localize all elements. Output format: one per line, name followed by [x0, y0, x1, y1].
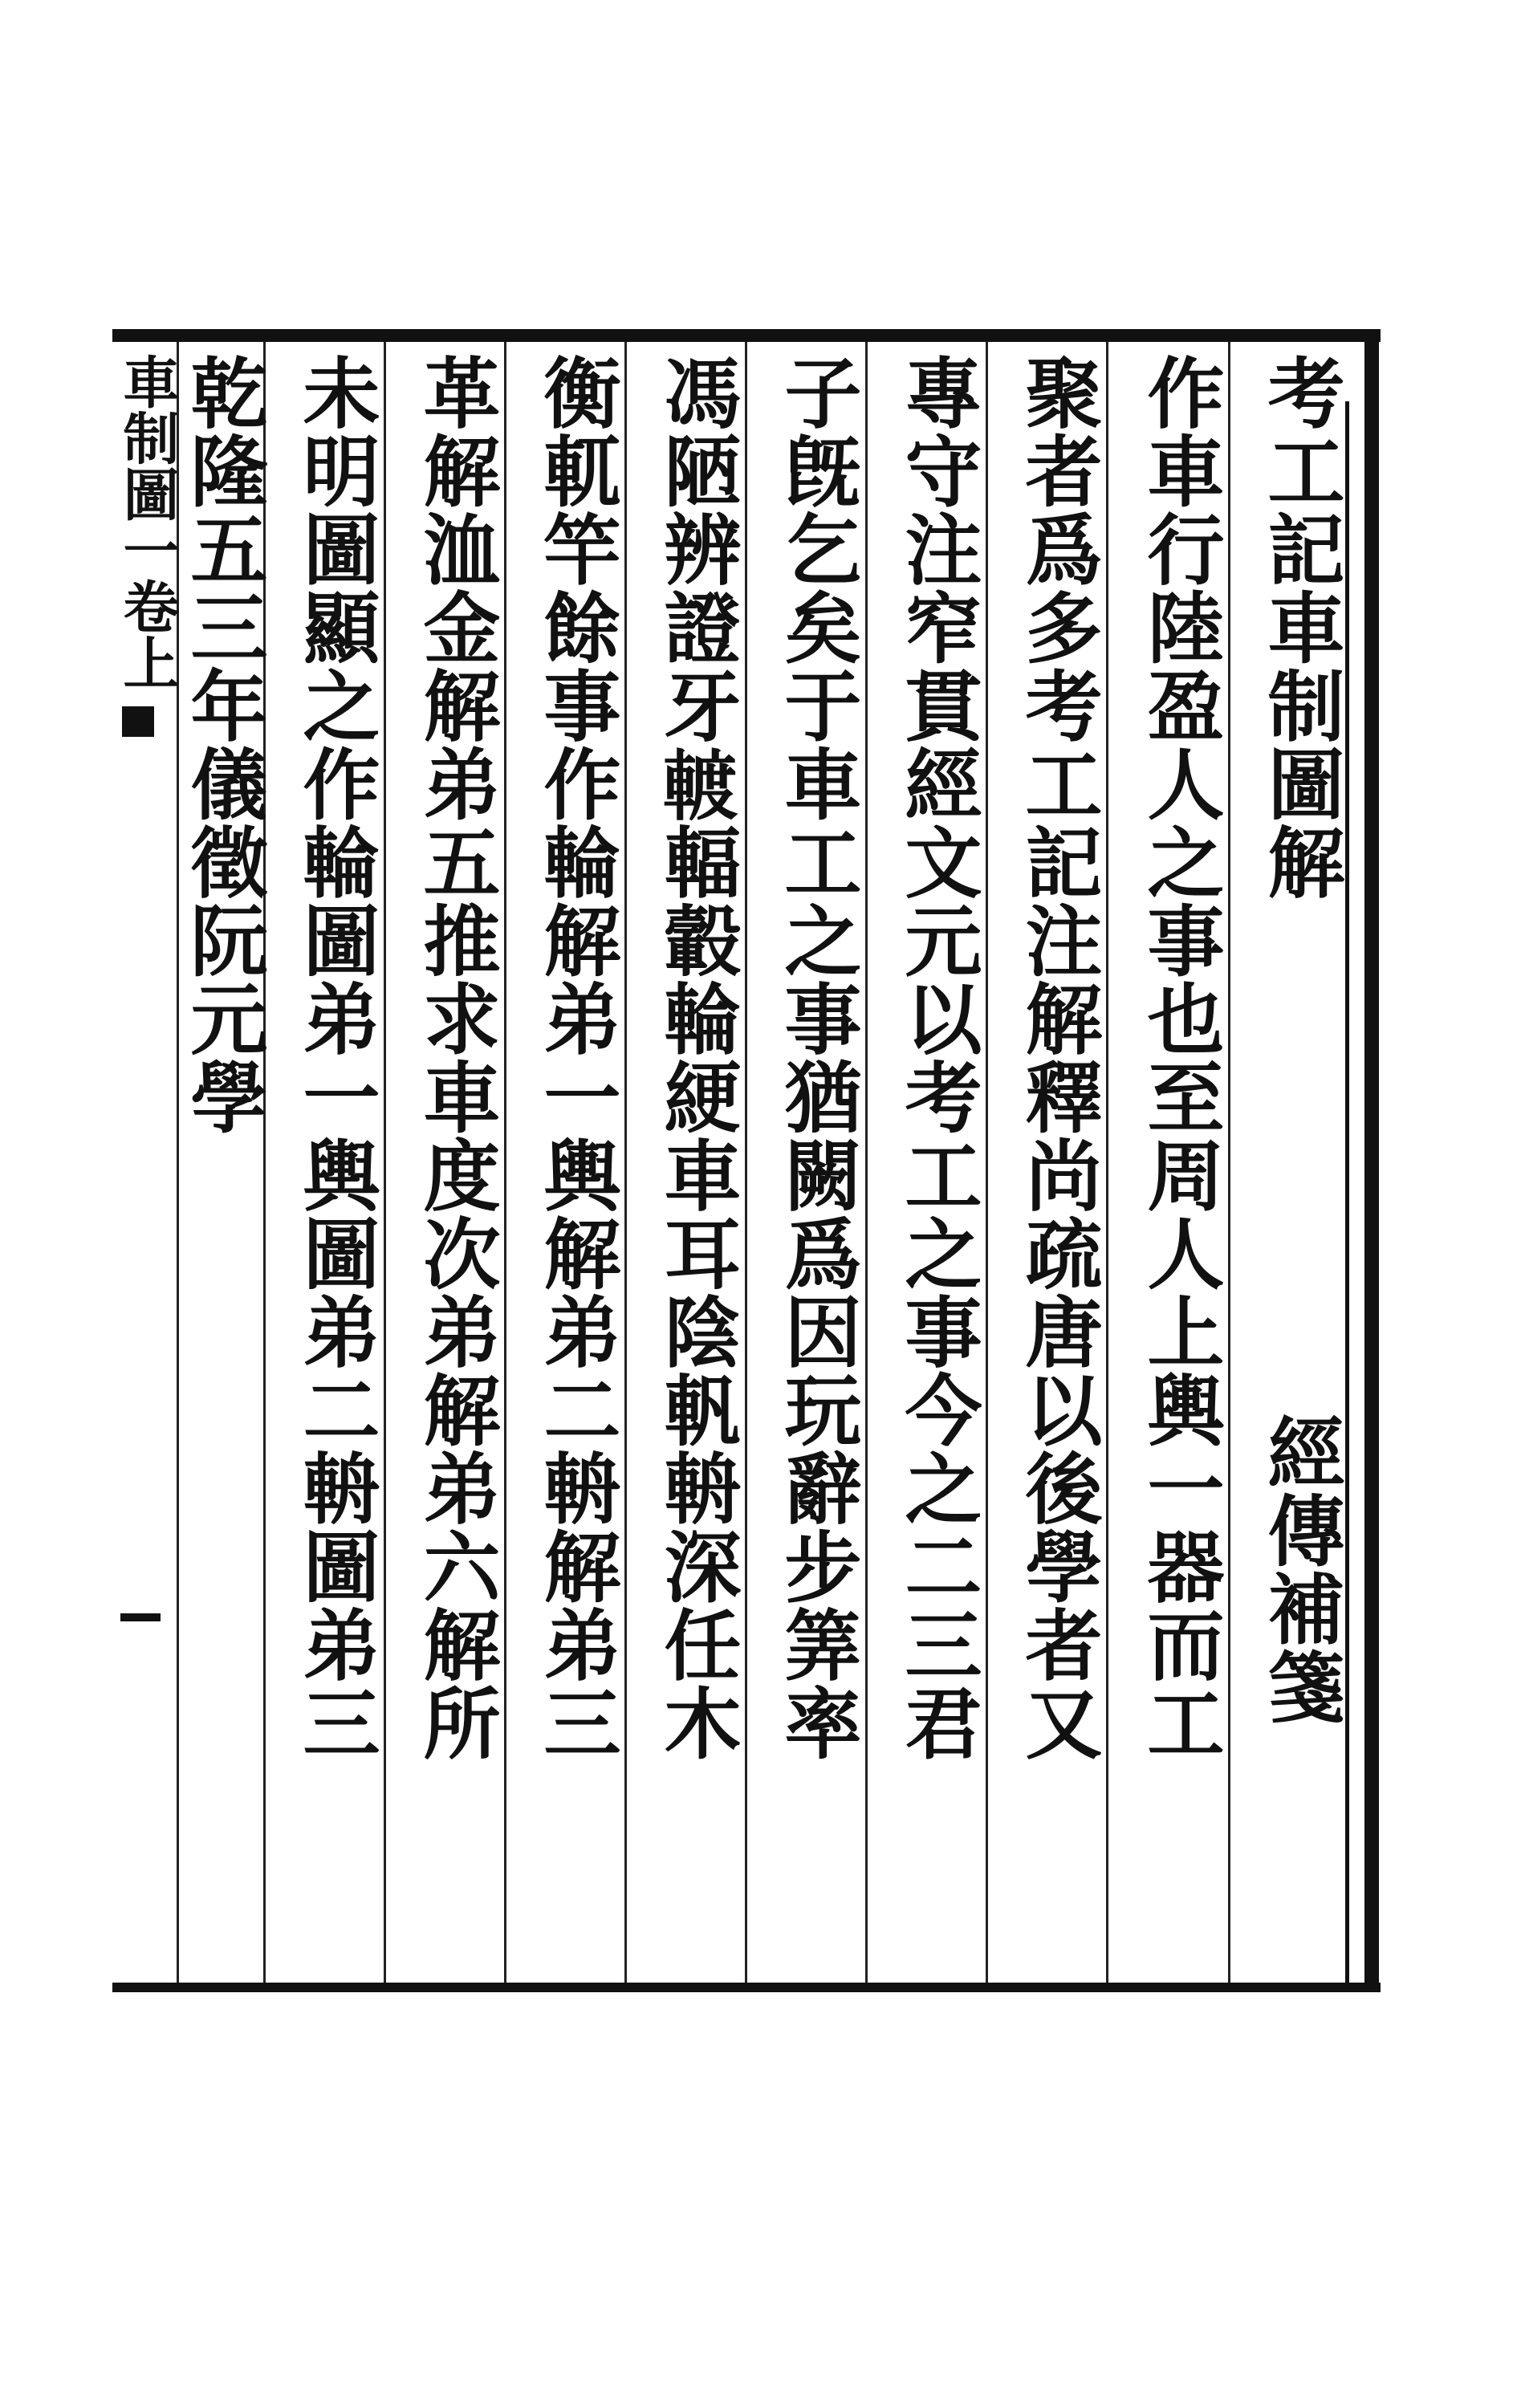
body-line: 未明圖顯之作輪圖弟一輿圖弟二輈圖弟三 [291, 353, 381, 1762]
column-divider [1106, 342, 1108, 1983]
column-divider [745, 342, 747, 1983]
colophon-line: 乾隆五三年儀徵阮元學 [178, 353, 269, 1136]
body-line: 聚者爲多考工記注解釋尚疏唐以後學者又 [1013, 353, 1104, 1762]
column-divider [504, 342, 506, 1983]
page-subtitle: 經傳補箋 [1255, 1413, 1346, 1726]
body-line: 馮陋辨證牙𨍏輻轂輪綆車耳陰軓輈深任木 [652, 353, 742, 1762]
frame-right-rule [1364, 329, 1379, 1992]
fore-edge-label: 車制圖一卷上 [114, 353, 181, 690]
subtitle-column [1252, 1413, 1348, 1894]
fore-edge-fishtail-mark [122, 706, 154, 737]
fore-edge-folio-mark [120, 1613, 161, 1621]
body-line: 衡軏竿餘事作輪解弟一輿解弟二輈解弟三 [531, 353, 622, 1762]
column-divider [865, 342, 868, 1983]
column-divider [624, 342, 627, 1983]
page-title: 考工記車制圖解 [1255, 353, 1346, 901]
column-divider [384, 342, 386, 1983]
body-line: 作車行陸盈人之事也至周人上輿一器而工 [1135, 353, 1226, 1762]
frame-bottom-rule [112, 1983, 1381, 1992]
body-line: 專守注窄貫經文元以考工之事今之二三君 [893, 353, 983, 1762]
body-line: 子旣乞矣于車工之事猶闕爲因玩辭步筭率 [772, 353, 863, 1762]
frame-top-rule [112, 329, 1381, 342]
column-divider [1228, 342, 1230, 1983]
body-line: 革解洫金解弟五推求車度次弟解弟六解所 [411, 353, 502, 1762]
column-divider [986, 342, 988, 1983]
